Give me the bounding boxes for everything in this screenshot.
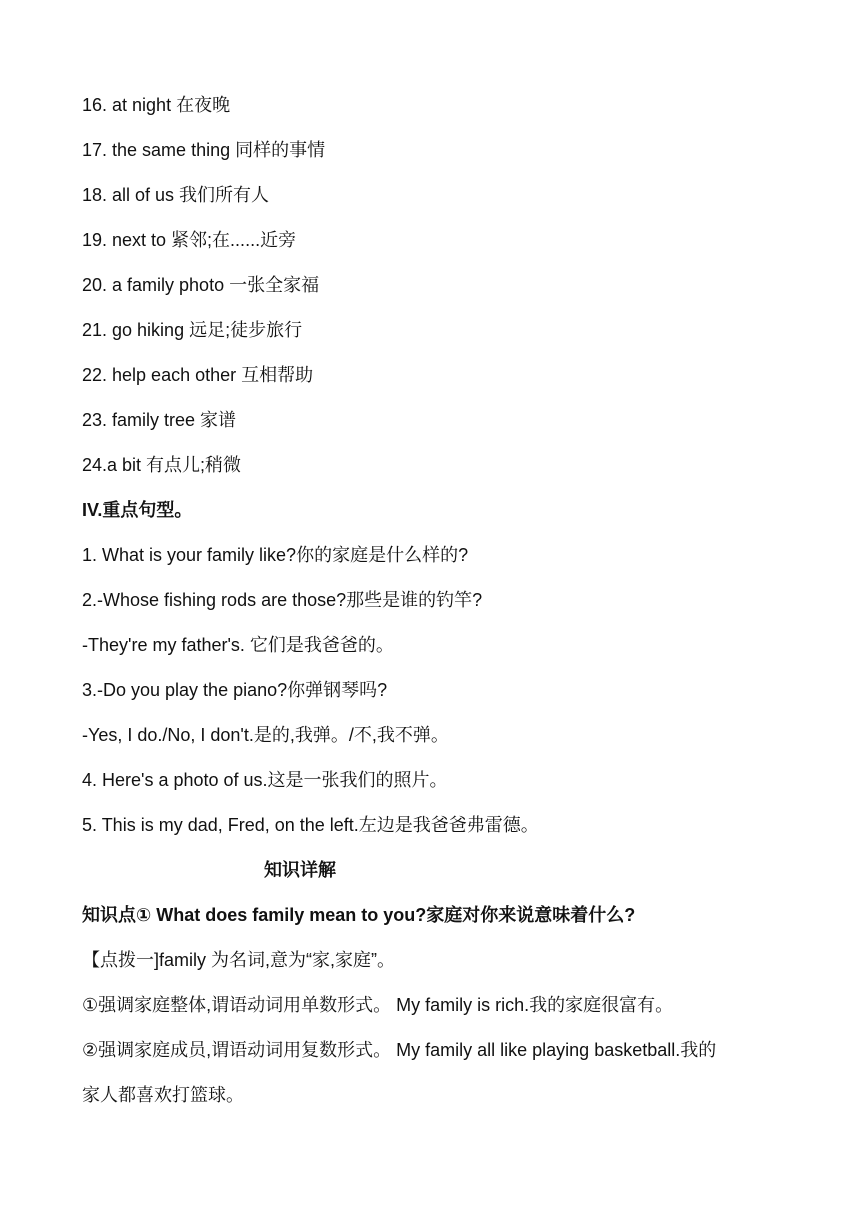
- section-heading: IV.重点句型。: [82, 500, 193, 520]
- phrase-item: 22. help each other 互相帮助: [82, 365, 314, 385]
- rule-two: ②强调家庭成员,谓语动词用复数形式。 My family all like playing basketball.我的: [82, 1040, 717, 1060]
- tip-text: 【点拨一]family 为名词,意为“家,家庭”。: [82, 950, 395, 970]
- phrase-item: 24.a bit 有点儿;稍微: [82, 455, 242, 475]
- point-heading: 知识点① What does family mean to you?家庭对你来说意味着什么?: [82, 905, 636, 925]
- sentence-item: 4. Here's a photo of us.这是一张我们的照片。: [82, 770, 448, 790]
- phrase-item: 21. go hiking 远足;徒步旅行: [82, 320, 303, 340]
- phrase-item: 20. a family photo 一张全家福: [82, 275, 320, 295]
- sentence-item: -They're my father's. 它们是我爸爸的。: [82, 635, 394, 655]
- phrase-item: 18. all of us 我们所有人: [82, 185, 270, 205]
- phrase-item: 19. next to 紧邻;在......近旁: [82, 230, 297, 250]
- knowledge-title: 知识详解: [264, 860, 336, 880]
- sentence-item: 2.-Whose fishing rods are those?那些是谁的钓竿?: [82, 590, 483, 610]
- sentence-item: 3.-Do you play the piano?你弹钢琴吗?: [82, 680, 388, 700]
- sentence-item: -Yes, I do./No, I don't.是的,我弹。/不,我不弹。: [82, 725, 449, 745]
- sentence-item: 1. What is your family like?你的家庭是什么样的?: [82, 545, 469, 565]
- phrase-item: 23. family tree 家谱: [82, 410, 237, 430]
- phrase-item: 16. at night 在夜晚: [82, 95, 231, 115]
- sentence-item: 5. This is my dad, Fred, on the left.左边是我爸爸弗雷德。: [82, 815, 539, 835]
- rule-one: ①强调家庭整体,谓语动词用单数形式。 My family is rich.我的家庭很富有。: [82, 995, 674, 1015]
- rule-two-continued: 家人都喜欢打篮球。: [82, 1085, 244, 1105]
- phrase-item: 17. the same thing 同样的事情: [82, 140, 326, 160]
